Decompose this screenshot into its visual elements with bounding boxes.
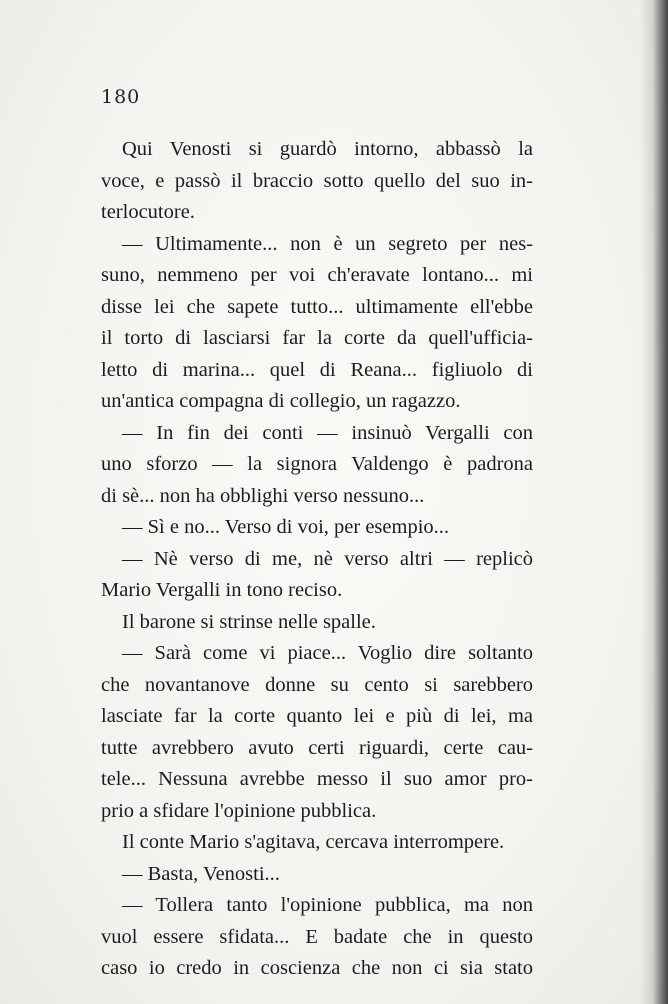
text-line: Il barone si strinse nelle spalle.	[122, 610, 376, 633]
text-line: — Nè verso di me, nè verso altri — replicò	[122, 547, 533, 570]
text-line: disse lei che sapete tutto... ultimamente ell'ebbe	[101, 295, 533, 318]
text-line: — In fin dei conti — insinuò Vergalli con	[122, 421, 533, 444]
text-line: che novantanove donne su cento si sarebbero	[101, 673, 533, 696]
text-line: il torto di lasciarsi far la corte da quell'ufficia-	[101, 327, 533, 349]
text-line: lasciate far la corte quanto lei e più di lei, ma	[101, 705, 533, 727]
text-line: tutte avrebbero avuto certi riguardi, certe cau-	[101, 736, 533, 759]
text-line: uno sforzo — la signora Valdengo è padrona	[101, 453, 533, 475]
text-line: Qui Venosti si guardò intorno, abbassò la	[122, 138, 533, 160]
text-line: suno, nemmeno per voi ch'eravate lontano... mi	[101, 264, 533, 286]
text-line: prio a sfidare l'opinione pubblica.	[101, 799, 377, 822]
text-line: — Ultimamente... non è un segreto per nes-	[122, 232, 533, 255]
text-line: di sè... non ha obblighi verso nessuno...	[101, 484, 425, 507]
text-line: — Tollera tanto l'opinione pubblica, ma non	[122, 894, 533, 916]
text-line: tele... Nessuna avrebbe messo il suo amor pro-	[101, 768, 533, 790]
text-line: — Sarà come vi piace... Voglio dire soltanto	[122, 642, 533, 664]
text-line: un'antica compagna di collegio, un ragazzo.	[101, 390, 461, 412]
text-line: letto di marina... quel di Reana... figliuolo di	[101, 358, 533, 381]
text-line: terlocutore.	[101, 201, 195, 223]
text-line: — Sì e no... Verso di voi, per esempio...	[122, 516, 450, 538]
page-number: 180	[101, 86, 141, 108]
text-line: — Basta, Venosti...	[122, 862, 280, 885]
text-line: Mario Vergalli in tono reciso.	[101, 579, 343, 601]
text-line: Il conte Mario s'agitava, cercava interrompere.	[122, 831, 505, 853]
text-line: voce, e passò il braccio sotto quello del suo in-	[101, 169, 533, 192]
text-line: caso io credo in coscienza che non ci sia stato	[101, 957, 533, 979]
text-line: vuol essere sfidata... E badate che in questo	[101, 925, 533, 948]
page-edge-shadow	[640, 0, 668, 1004]
body-text	[101, 134, 533, 985]
